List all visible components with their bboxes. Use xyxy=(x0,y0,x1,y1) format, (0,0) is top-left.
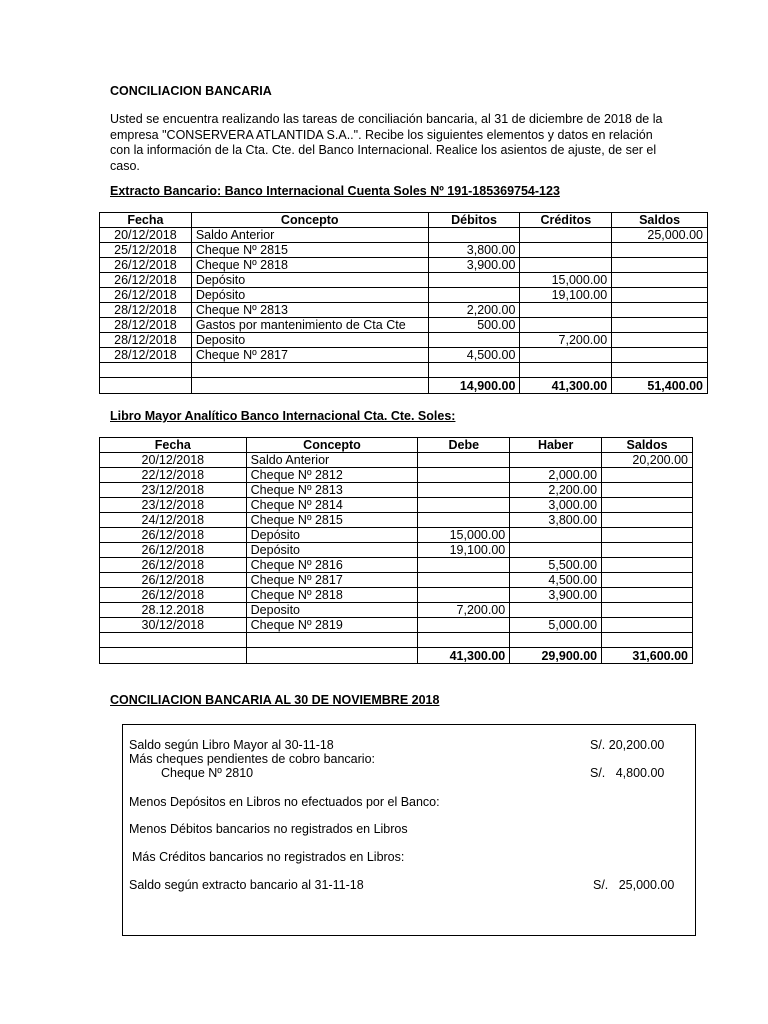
extracto-cell-c3: 3,900.00 xyxy=(428,258,520,273)
libro-header-row xyxy=(100,438,693,453)
extracto-header-fecha: Fecha xyxy=(100,213,192,228)
extracto-header-creditos: Créditos xyxy=(520,213,612,228)
extracto-row xyxy=(100,288,708,303)
libro-cell-concepto: Depósito xyxy=(246,528,418,543)
libro-row xyxy=(100,528,693,543)
libro-cell-c3 xyxy=(418,573,510,588)
libro-cell-c4: 2,200.00 xyxy=(510,483,602,498)
extracto-cell-c4 xyxy=(520,303,612,318)
libro-cell-concepto: Cheque Nº 2818 xyxy=(246,588,418,603)
libro-cell-saldo xyxy=(602,513,693,528)
extracto-cell-fecha: 28/12/2018 xyxy=(100,348,192,363)
libro-cell-c4 xyxy=(510,453,602,468)
extracto-row xyxy=(100,303,708,318)
libro-table xyxy=(99,437,693,664)
libro-cell-c3: 19,100.00 xyxy=(418,543,510,558)
libro-cell-concepto: Cheque Nº 2817 xyxy=(246,573,418,588)
extracto-cell-concepto: Cheque Nº 2815 xyxy=(191,243,428,258)
libro-header-concepto: Concepto xyxy=(246,438,418,453)
document-title: CONCILIACION BANCARIA xyxy=(110,84,272,98)
libro-row xyxy=(100,603,693,618)
libro-cell-concepto: Cheque Nº 2813 xyxy=(246,483,418,498)
extracto-cell-saldo xyxy=(612,243,708,258)
extracto-cell-concepto: Deposito xyxy=(191,333,428,348)
extracto-cell-c4: 15,000.00 xyxy=(520,273,612,288)
libro-cell-fecha: 28.12.2018 xyxy=(100,603,247,618)
extracto-row xyxy=(100,318,708,333)
intro-paragraph: Usted se encuentra realizando las tareas de conciliación bancaria, al 31 de diciembre de 2018 de la empresa "CONSERVERA ATLANTIDA S.A..". Recibe los siguientes elementos y datos en relación con la información de la Cta. Cte. del Banco Internacional. Realice los asientos de ajuste, de ser el caso. xyxy=(110,112,663,173)
libro-cell-c4 xyxy=(510,603,602,618)
libro-cell-fecha: 23/12/2018 xyxy=(100,483,247,498)
libro-blank-cell xyxy=(510,633,602,648)
extracto-cell-c3 xyxy=(428,288,520,303)
libro-cell-c3 xyxy=(418,558,510,573)
cheque-value: S/. 4,800.00 xyxy=(590,766,665,780)
libro-row xyxy=(100,513,693,528)
mas-cheques-label: Más cheques pendientes de cobro bancario: xyxy=(129,752,375,766)
libro-cell-fecha: 26/12/2018 xyxy=(100,588,247,603)
extracto-total-cell: 41,300.00 xyxy=(520,378,612,394)
extracto-row xyxy=(100,228,708,243)
extracto-table xyxy=(99,212,708,394)
extracto-cell-c4: 19,100.00 xyxy=(520,288,612,303)
extracto-cell-saldo xyxy=(612,348,708,363)
extracto-cell-c4 xyxy=(520,228,612,243)
libro-row xyxy=(100,618,693,633)
menos-debitos-label: Menos Débitos bancarios no registrados en Libros xyxy=(129,822,408,836)
extracto-header-concepto: Concepto xyxy=(191,213,428,228)
extracto-cell-saldo xyxy=(612,333,708,348)
extracto-blank-cell xyxy=(612,363,708,378)
libro-total-cell: 31,600.00 xyxy=(602,648,693,664)
libro-row xyxy=(100,453,693,468)
libro-cell-concepto: Cheque Nº 2812 xyxy=(246,468,418,483)
mas-creditos-label: Más Créditos bancarios no registrados en Libros: xyxy=(132,850,405,864)
libro-cell-c4: 3,900.00 xyxy=(510,588,602,603)
saldo-libro-label: Saldo según Libro Mayor al 30-11-18 xyxy=(129,738,334,752)
extracto-total-cell: 51,400.00 xyxy=(612,378,708,394)
libro-cell-saldo xyxy=(602,543,693,558)
extracto-cell-saldo xyxy=(612,273,708,288)
libro-row xyxy=(100,498,693,513)
saldo-extracto-value: S/. 25,000.00 xyxy=(593,878,675,892)
cheque-label: Cheque Nº 2810 xyxy=(161,766,254,780)
libro-cell-fecha: 26/12/2018 xyxy=(100,558,247,573)
libro-cell-concepto: Cheque Nº 2816 xyxy=(246,558,418,573)
libro-header-fecha: Fecha xyxy=(100,438,247,453)
libro-cell-c3: 15,000.00 xyxy=(418,528,510,543)
extracto-total-cell xyxy=(100,378,192,394)
libro-totals-row xyxy=(100,648,693,664)
extracto-cell-fecha: 25/12/2018 xyxy=(100,243,192,258)
extracto-cell-fecha: 28/12/2018 xyxy=(100,333,192,348)
libro-row xyxy=(100,588,693,603)
extracto-cell-c4 xyxy=(520,348,612,363)
libro-cell-saldo xyxy=(602,483,693,498)
libro-total-cell xyxy=(100,648,247,664)
extracto-cell-fecha: 26/12/2018 xyxy=(100,258,192,273)
libro-cell-saldo: 20,200.00 xyxy=(602,453,693,468)
libro-header-haber: Haber xyxy=(510,438,602,453)
libro-cell-concepto: Cheque Nº 2819 xyxy=(246,618,418,633)
libro-cell-saldo xyxy=(602,573,693,588)
libro-cell-fecha: 30/12/2018 xyxy=(100,618,247,633)
extracto-blank-cell xyxy=(191,363,428,378)
conciliacion-box xyxy=(122,724,696,936)
libro-header-debe: Debe xyxy=(418,438,510,453)
extracto-total-cell: 14,900.00 xyxy=(428,378,520,394)
extracto-cell-fecha: 20/12/2018 xyxy=(100,228,192,243)
libro-cell-c3 xyxy=(418,498,510,513)
libro-cell-fecha: 26/12/2018 xyxy=(100,543,247,558)
libro-row xyxy=(100,483,693,498)
extracto-row xyxy=(100,333,708,348)
libro-blank-cell xyxy=(246,633,418,648)
libro-header-saldos: Saldos xyxy=(602,438,693,453)
libro-cell-concepto: Cheque Nº 2815 xyxy=(246,513,418,528)
extracto-row xyxy=(100,273,708,288)
libro-heading: Libro Mayor Analítico Banco Internacional Cta. Cte. Soles: xyxy=(110,409,456,423)
extracto-cell-saldo xyxy=(612,318,708,333)
libro-cell-fecha: 26/12/2018 xyxy=(100,573,247,588)
libro-row xyxy=(100,543,693,558)
libro-cell-saldo xyxy=(602,618,693,633)
extracto-cell-c4 xyxy=(520,243,612,258)
libro-blank-cell xyxy=(418,633,510,648)
libro-cell-c3 xyxy=(418,468,510,483)
extracto-cell-c3: 4,500.00 xyxy=(428,348,520,363)
extracto-cell-fecha: 26/12/2018 xyxy=(100,273,192,288)
extracto-cell-saldo: 25,000.00 xyxy=(612,228,708,243)
saldo-libro-value: S/. 20,200.00 xyxy=(590,738,665,752)
libro-cell-concepto: Cheque Nº 2814 xyxy=(246,498,418,513)
libro-cell-concepto: Saldo Anterior xyxy=(246,453,418,468)
extracto-row xyxy=(100,348,708,363)
libro-row xyxy=(100,468,693,483)
extracto-header-debitos: Débitos xyxy=(428,213,520,228)
libro-cell-fecha: 20/12/2018 xyxy=(100,453,247,468)
libro-cell-saldo xyxy=(602,498,693,513)
libro-cell-c3 xyxy=(418,513,510,528)
saldo-extracto-label: Saldo según extracto bancario al 31-11-18 xyxy=(129,878,364,892)
extracto-blank-cell xyxy=(100,363,192,378)
libro-total-cell: 41,300.00 xyxy=(418,648,510,664)
extracto-total-cell xyxy=(191,378,428,394)
extracto-cell-c3 xyxy=(428,333,520,348)
extracto-cell-concepto: Depósito xyxy=(191,288,428,303)
libro-cell-c3: 7,200.00 xyxy=(418,603,510,618)
libro-cell-c4: 3,800.00 xyxy=(510,513,602,528)
libro-cell-saldo xyxy=(602,528,693,543)
libro-cell-concepto: Deposito xyxy=(246,603,418,618)
libro-cell-c4: 4,500.00 xyxy=(510,573,602,588)
libro-cell-c3 xyxy=(418,588,510,603)
libro-cell-c3 xyxy=(418,453,510,468)
extracto-cell-concepto: Gastos por mantenimiento de Cta Cte xyxy=(191,318,428,333)
extracto-cell-saldo xyxy=(612,288,708,303)
extracto-cell-c3: 500.00 xyxy=(428,318,520,333)
extracto-totals-row xyxy=(100,378,708,394)
extracto-cell-fecha: 26/12/2018 xyxy=(100,288,192,303)
extracto-cell-c4 xyxy=(520,318,612,333)
libro-total-cell xyxy=(246,648,418,664)
extracto-cell-concepto: Cheque Nº 2818 xyxy=(191,258,428,273)
extracto-cell-saldo xyxy=(612,258,708,273)
conciliacion-heading: CONCILIACION BANCARIA AL 30 DE NOVIEMBRE 2018 xyxy=(110,693,440,707)
extracto-header-row xyxy=(100,213,708,228)
extracto-cell-fecha: 28/12/2018 xyxy=(100,303,192,318)
extracto-cell-c3: 3,800.00 xyxy=(428,243,520,258)
extracto-blank-row xyxy=(100,363,708,378)
extracto-blank-cell xyxy=(428,363,520,378)
libro-cell-c4: 5,000.00 xyxy=(510,618,602,633)
libro-cell-c4: 3,000.00 xyxy=(510,498,602,513)
libro-blank-cell xyxy=(100,633,247,648)
libro-cell-c3 xyxy=(418,618,510,633)
extracto-cell-c3: 2,200.00 xyxy=(428,303,520,318)
extracto-heading: Extracto Bancario: Banco Internacional Cuenta Soles Nº 191-185369754-123 xyxy=(110,184,560,198)
extracto-cell-concepto: Depósito xyxy=(191,273,428,288)
libro-cell-fecha: 24/12/2018 xyxy=(100,513,247,528)
extracto-cell-c4 xyxy=(520,258,612,273)
libro-cell-c4: 2,000.00 xyxy=(510,468,602,483)
extracto-cell-c4: 7,200.00 xyxy=(520,333,612,348)
menos-depositos-label: Menos Depósitos en Libros no efectuados por el Banco: xyxy=(129,795,440,809)
libro-blank-cell xyxy=(602,633,693,648)
libro-total-cell: 29,900.00 xyxy=(510,648,602,664)
libro-row xyxy=(100,558,693,573)
libro-cell-saldo xyxy=(602,588,693,603)
extracto-cell-concepto: Cheque Nº 2813 xyxy=(191,303,428,318)
libro-blank-row xyxy=(100,633,693,648)
libro-cell-c4 xyxy=(510,543,602,558)
libro-cell-concepto: Depósito xyxy=(246,543,418,558)
extracto-cell-saldo xyxy=(612,303,708,318)
extracto-cell-fecha: 28/12/2018 xyxy=(100,318,192,333)
extracto-cell-c3 xyxy=(428,273,520,288)
libro-cell-c3 xyxy=(418,483,510,498)
extracto-row xyxy=(100,243,708,258)
extracto-cell-concepto: Saldo Anterior xyxy=(191,228,428,243)
libro-cell-saldo xyxy=(602,603,693,618)
extracto-cell-c3 xyxy=(428,228,520,243)
libro-cell-fecha: 26/12/2018 xyxy=(100,528,247,543)
libro-cell-fecha: 23/12/2018 xyxy=(100,498,247,513)
libro-cell-fecha: 22/12/2018 xyxy=(100,468,247,483)
libro-cell-saldo xyxy=(602,468,693,483)
extracto-row xyxy=(100,258,708,273)
libro-cell-c4 xyxy=(510,528,602,543)
extracto-header-saldos: Saldos xyxy=(612,213,708,228)
libro-cell-saldo xyxy=(602,558,693,573)
libro-cell-c4: 5,500.00 xyxy=(510,558,602,573)
libro-row xyxy=(100,573,693,588)
extracto-blank-cell xyxy=(520,363,612,378)
extracto-cell-concepto: Cheque Nº 2817 xyxy=(191,348,428,363)
